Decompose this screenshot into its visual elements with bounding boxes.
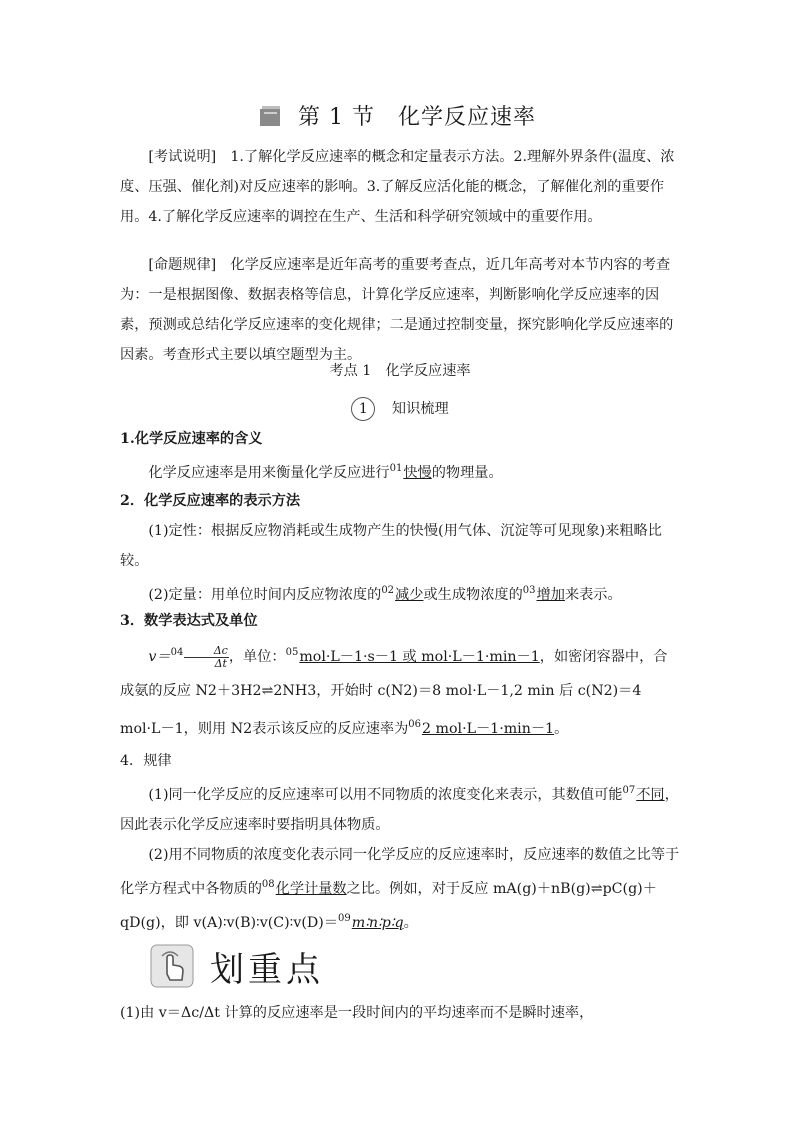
blank-answer: 增加 [536,587,565,603]
s4-text: 之比。例如，对于反应 mA(g)＋nB(g)⇌pC(g)＋qD(g)，即 v(A)∶v(B)∶v(C)∶v(D)＝ [120,881,657,931]
blank-number: 02 [381,585,395,596]
s2-text: 或生成物浓度的 [423,587,523,603]
blank-answer: 2 mol·L－1·min－1 [422,721,555,737]
exam-description: [考试说明] 1.了解化学反应速率的概念和定量表示方法。2.理解外界条件(温度、浓度、压强、催化剂)对反应速率的影响。3.了解反应活化能的概念，了解催化剂的重要作用。4.了解化学反应速率的调控在生产、生活和科学研究领域中的重要作用。 [120,149,675,225]
blank-number: 04 [170,647,184,658]
s3-text-end: 。 [554,721,569,737]
blank-answer: 减少 [395,587,424,603]
s1-text: 化学反应速率是用来衡量化学反应进行 [148,465,390,481]
blank-answer: m∶n∶p∶q [351,915,404,931]
fraction-numerator: Δc [184,645,229,658]
s2-p1: (1)定性：根据反应物消耗或生成物产生的快慢(用气体、沉淀等可见现象)来粗略比较。 [120,523,662,569]
key-points-banner [150,938,324,994]
pointing-hand-icon [150,944,194,988]
section-2 [120,486,680,610]
velocity-symbol: v＝ [148,649,171,665]
s2-p2 [120,576,680,610]
s4-text: (2)用不同物质的浓度变化表示同一化学反应的反应速率时，反应速率的数值之比等于化学方程式中各物质的 [120,847,680,897]
blank-number: 07 [622,785,636,796]
title-text: 第 1 节 化学反应速率 [298,105,536,130]
knowledge-label: 知识梳理 [391,401,449,417]
blank-answer: 快慢 [403,465,432,481]
s2-text-end: 来表示。 [564,587,622,603]
rate-fraction [184,645,229,670]
blank-number: 01 [389,463,403,474]
section-title [0,100,794,131]
s4-heading: 4．规律 [120,753,172,769]
s3-heading: 3．数学表达式及单位 [120,613,258,629]
s4-text: ，因此表示化学反应速率时要指明具体物质。 [120,787,679,833]
blank-number: 08 [261,879,275,890]
s3-para [120,636,680,746]
book-icon [258,105,282,127]
key-note: (1)由 v＝Δc/Δt 计算的反应速率是一段时间内的平均速率而不是瞬时速率， [120,1005,594,1021]
s4-p1 [120,776,680,840]
s1-para [120,454,680,488]
blank-answer: mol·L－1·s－1 或 mol·L－1·min－1 [299,649,540,665]
s1-text-end: 的物理量。 [431,465,503,481]
section-4 [120,746,680,938]
s4-text: (1)同一化学反应的反应速率可以用不同物质的浓度变化来表示，其数值可能 [148,787,623,803]
exam-law: [命题规律] 化学反应速率是近年高考的重要考查点，近几年高考对本节内容的考查为：一是根据图像、数据表格等信息，计算化学反应速率，判断影响化学反应速率的因素，预测或总结化学反应速率的变化规律；二是通过控制变量，探究影响化学反应速率的因素。考查形式主要以填空题型为主。 [120,257,674,363]
fraction-denominator: Δt [214,656,227,670]
s1-heading: 1.化学反应速率的含义 [120,431,263,447]
blank-number: 05 [285,647,299,658]
blank-number: 03 [522,585,536,596]
section-3 [120,606,680,746]
key-points-title: 划重点 [210,949,324,990]
s3-text: ，单位： [228,649,286,665]
s2-text: (2)定量：用单位时间内反应物浓度的 [148,587,382,603]
section-number-icon: 1 [351,397,375,421]
kaodian-heading: 考点 1 化学反应速率 [329,363,471,379]
s4-p2 [120,840,680,938]
knowledge-heading [120,394,680,424]
s3-text: ，如密闭容器中，合成氨的反应 N2＋3H2⇌2NH3，开始时 c(N2)＝8 mol·L－1,2 min 后 c(N2)＝4 mol·L－1，则用 N2表示该反应的反应速率为 [120,649,668,737]
section-1 [120,424,680,488]
blank-number: 09 [338,913,351,924]
blank-number: 06 [408,719,421,730]
s4-text-end: 。 [403,915,418,931]
s2-heading: 2．化学反应速率的表示方法 [120,493,301,509]
blank-answer: 化学计量数 [275,881,347,897]
blank-answer: 不同 [636,787,665,803]
